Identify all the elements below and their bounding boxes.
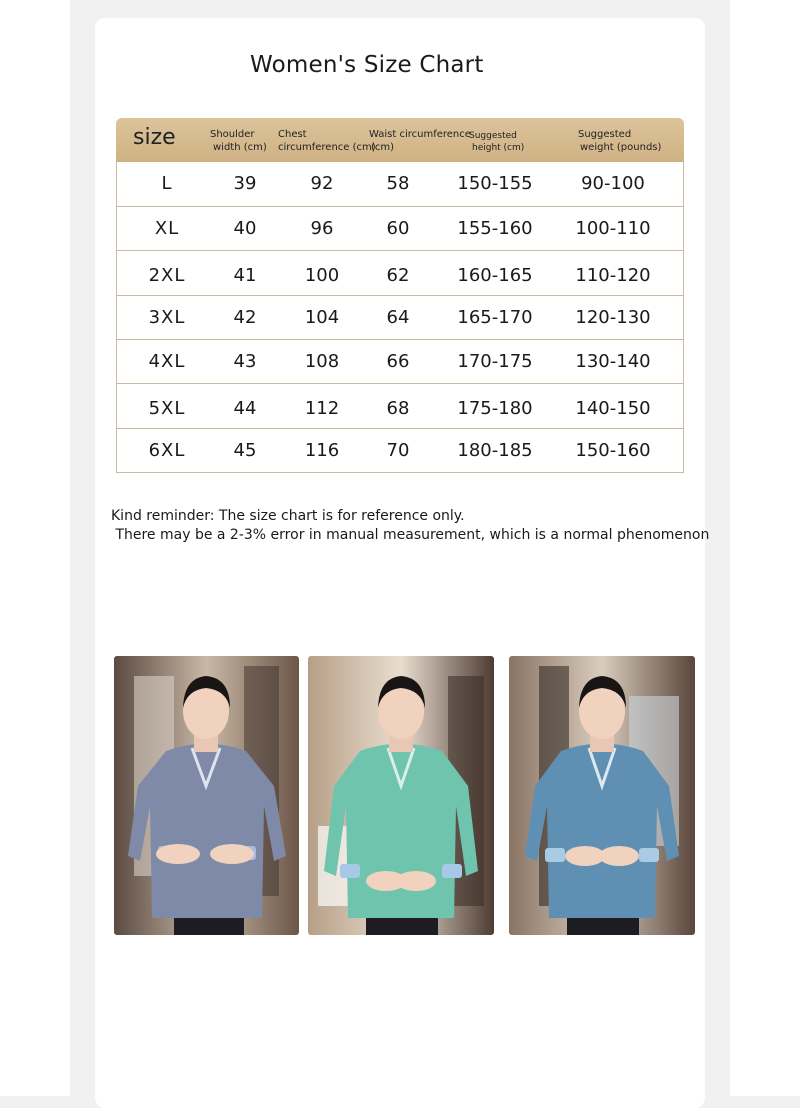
table-row: [117, 162, 683, 206]
cell-shoulder: 41: [233, 265, 257, 286]
header-shoulder-line2: width (cm): [213, 142, 267, 153]
cell-weight: 140-150: [575, 398, 651, 419]
product-photo-gray-blue: [114, 656, 299, 935]
cell-waist: 64: [386, 307, 410, 328]
table-row: [117, 295, 683, 340]
cell-height: 155-160: [457, 218, 533, 239]
cell-chest: 116: [304, 440, 340, 461]
kind-reminder: [111, 507, 709, 545]
page-margin-left: [0, 0, 70, 1096]
size-chart-table: [116, 118, 684, 473]
cell-weight: 110-120: [575, 265, 651, 286]
cell-shoulder: 39: [233, 173, 257, 194]
cell-shoulder: 44: [233, 398, 257, 419]
page-title: Women's Size Chart: [250, 52, 484, 78]
header-chest-line1: Chest: [278, 129, 307, 140]
table-row: [117, 339, 683, 384]
cell-chest: 100: [304, 265, 340, 286]
table-row: [117, 428, 683, 473]
cell-weight: 90-100: [581, 173, 645, 194]
header-height-line2: height (cm): [472, 143, 525, 153]
cell-shoulder: 43: [233, 351, 257, 372]
cell-waist: 68: [386, 398, 410, 419]
product-photo-steel-blue: [509, 656, 695, 935]
cell-size: 5XL: [148, 398, 186, 419]
cell-chest: 112: [304, 398, 340, 419]
cell-chest: 104: [304, 307, 340, 328]
cell-weight: 150-160: [575, 440, 651, 461]
cell-waist: 62: [386, 265, 410, 286]
cell-height: 170-175: [457, 351, 533, 372]
product-photo-mint-green: [308, 656, 494, 935]
cell-waist: 60: [386, 218, 410, 239]
cell-waist: 66: [386, 351, 410, 372]
cell-height: 175-180: [457, 398, 533, 419]
header-height-line1: Suggested: [469, 131, 517, 141]
cell-weight: 100-110: [575, 218, 651, 239]
cell-chest: 92: [310, 173, 334, 194]
cell-height: 165-170: [457, 307, 533, 328]
reminder-line-1: Kind reminder: The size chart is for reference only.: [111, 508, 465, 524]
header-waist-line2: (cm): [371, 142, 395, 153]
cell-height: 180-185: [457, 440, 533, 461]
header-size: size: [133, 125, 176, 150]
page-margin-right: [730, 0, 800, 1096]
cell-size: 2XL: [148, 265, 186, 286]
header-waist-line1: Waist circumference: [369, 129, 471, 140]
cell-shoulder: 42: [233, 307, 257, 328]
header-weight-line1: Suggested: [578, 129, 632, 140]
cell-weight: 130-140: [575, 351, 651, 372]
cell-size: XL: [154, 218, 180, 239]
cell-chest: 96: [310, 218, 334, 239]
table-row: [117, 383, 683, 429]
cell-height: 160-165: [457, 265, 533, 286]
cell-shoulder: 45: [233, 440, 257, 461]
cell-size: 3XL: [148, 307, 186, 328]
cell-chest: 108: [304, 351, 340, 372]
cell-waist: 70: [386, 440, 410, 461]
cell-shoulder: 40: [233, 218, 257, 239]
header-chest-line2: circumference (cm): [278, 142, 376, 153]
cell-height: 150-155: [457, 173, 533, 194]
header-weight-line2: weight (pounds): [580, 142, 662, 153]
cell-waist: 58: [386, 173, 410, 194]
header-shoulder-line1: Shoulder: [210, 129, 255, 140]
table-row: [117, 206, 683, 251]
table-row: [117, 250, 683, 296]
table-body: [116, 162, 684, 473]
cell-size: 4XL: [148, 351, 186, 372]
cell-weight: 120-130: [575, 307, 651, 328]
cell-size: 6XL: [148, 440, 186, 461]
table-header: [116, 118, 684, 162]
reminder-line-2: There may be a 2-3% error in manual measurement, which is a normal phenomenon: [111, 527, 710, 543]
cell-size: L: [161, 173, 173, 194]
